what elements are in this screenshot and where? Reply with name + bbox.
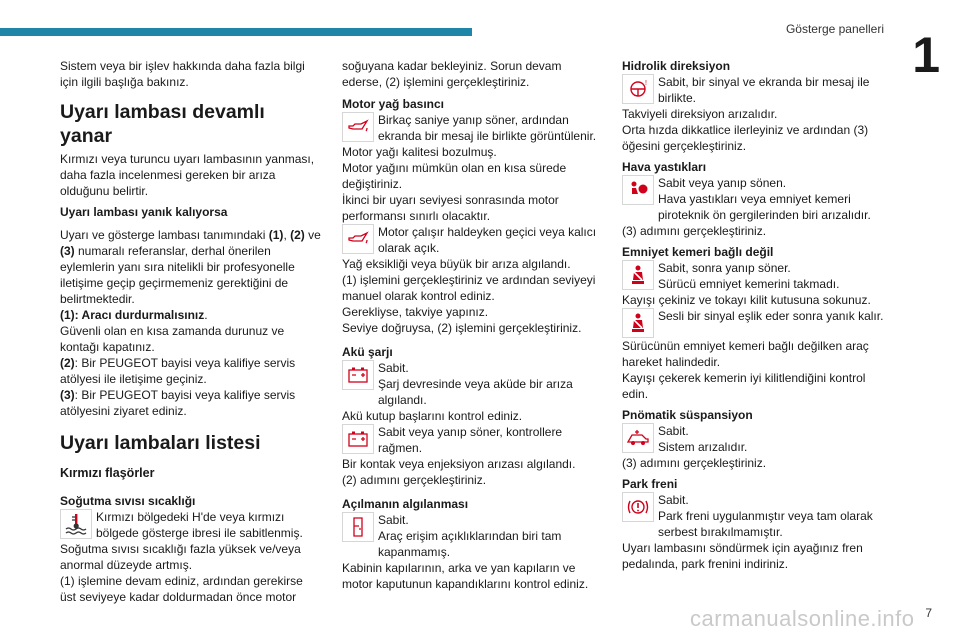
oil-text-2: Motor yağı kalitesi bozulmuş. (342, 145, 497, 159)
heading-parkbrake: Park freni (622, 477, 678, 491)
suspension-icon (622, 423, 654, 453)
steering-row (622, 74, 884, 106)
battery-text-4: Sabit veya yanıp söner, kontrollere rağmen. (378, 425, 563, 455)
coolant-temperature-icon (60, 509, 92, 539)
heading-battery: Akü şarjı (342, 345, 393, 359)
svg-text:!: ! (645, 80, 647, 87)
heading-steady: Uyarı lambası devamlı yanar (60, 101, 265, 147)
battery-text-group-1 (378, 360, 604, 408)
oil-pressure-icon (342, 224, 374, 254)
parkbrake-text-2: Park freni uygulanmıştır veya tam olarak serbest bırakılmamıştır. (658, 509, 873, 539)
step-2-num: (2) (60, 356, 75, 370)
coolant-continued: soğuyana kadar bekleyiniz. Sorun devam ederse, (2) işlemini gerçekleştiriniz. (342, 59, 562, 89)
parking-brake-icon (622, 492, 654, 522)
seatbelt-text-2: Sürücü emniyet kemerini takmadı. (658, 277, 840, 291)
oil-text-4: İkinci bir uyarı seviyesi sonrasında motor performansı sınırlı olacaktır. (342, 193, 559, 223)
heading-airbag: Hava yastıkları (622, 160, 707, 174)
step-3 (60, 387, 322, 419)
step-1-text: Güvenli olan en kısa zamanda durunuz ve kontağı kapatınız. (60, 324, 285, 354)
battery-text-6: (2) adımını gerçekleştiriniz. (342, 473, 487, 487)
step-1 (60, 307, 322, 323)
power-steering-icon (622, 74, 654, 104)
seatbelt-text-4: Sesli bir sinyal eşlik eder sonra yanık kalır. (658, 309, 884, 323)
seatbelt-text-6: Kayışı çekerek kemerin iyi kilitlendiğini kontrol edin. (622, 371, 866, 401)
coolant-text-3: (1) işlemine devam ediniz, ardından gerekirse üst seviyeye kadar doldurmadan önce motor (60, 574, 303, 604)
door-text-1: Sabit. (378, 513, 409, 527)
lit-text-a: Uyarı ve gösterge lambası tanımındaki (60, 228, 269, 242)
steering-text-1: Sabit, bir sinyal ve ekranda bir mesaj ile birlikte. (658, 75, 870, 105)
steering-text-3: Orta hızda dikkatlice ilerleyiniz ve ardından (3) öğesini gerçekleştiriniz. (622, 123, 869, 153)
ref-1: (1) (268, 228, 284, 242)
seatbelt-text-3: Kayışı çekiniz ve tokayı kilit kutusuna sokunuz. (622, 293, 871, 307)
oil-text-7: (1) işlemini gerçekleştiriniz ve ardından seviyeyi manuel olarak kontrol ediniz. (342, 273, 596, 303)
coolant-text-2: Soğutma sıvısı sıcaklığı fazla yüksek ve/veya anormal düzeyde artmış. (60, 542, 301, 572)
heading-red: Kırmızı flaşörler (60, 466, 155, 480)
heading-seatbelt: Emniyet kemeri bağlı değil (622, 245, 774, 259)
oil-row-2 (342, 224, 604, 256)
airbag-icon (622, 175, 654, 205)
heading-lit: Uyarı lambası yanık kalıyorsa (60, 205, 228, 219)
oil-text-5: Motor çalışır haldeyken geçici veya kalıcı olarak açık. (378, 225, 597, 255)
step-3-text: : Bir PEUGEOT bayisi veya kalifiye servis atölyesini ziyaret ediniz. (60, 388, 296, 418)
column-2 (342, 58, 604, 592)
oil-row-1 (342, 112, 604, 144)
seatbelt-row-2 (622, 308, 884, 338)
seatbelt-icon (622, 260, 654, 290)
airbag-text-1: Sabit veya yanıp sönen. (658, 176, 787, 190)
heading-oil: Motor yağ basıncı (342, 97, 445, 111)
page-number: 7 (925, 606, 932, 620)
seatbelt-text-1: Sabit, sonra yanıp söner. (658, 261, 791, 275)
battery-row-2 (342, 424, 604, 456)
airbag-text-group (658, 175, 884, 223)
ref-3: (3) (60, 244, 75, 258)
step-2 (60, 355, 322, 387)
battery-row-1 (342, 360, 604, 408)
parkbrake-text-3: Uyarı lambasını söndürmek için ayağınız fren pedalında, park frenini indiriniz. (622, 541, 863, 571)
oil-text-6: Yağ eksikliği veya büyük bir arıza algılandı. (342, 257, 571, 271)
door-text-3: Kabinin kapılarının, arka ve yan kapıların ve motor kaputunun kapandıklarını kontrol ediniz. (342, 561, 589, 591)
lit-text-b: , (283, 228, 291, 242)
column-3 (622, 58, 884, 572)
seatbelt-icon (622, 308, 654, 338)
steady-text: Kırmızı veya turuncu uyarı lambasının yanması, daha fazla incelenmesi gereken bir arıza olduğunu belirtir. (60, 152, 315, 198)
suspension-text-group (658, 423, 747, 455)
airbag-text-2: Hava yastıkları veya emniyet kemeri piroteknik ön gergilerinden biri arızalıdır. (658, 192, 871, 222)
oil-text-1: Birkaç saniye yanıp söner, ardından ekranda bir mesaj ile birlikte görüntülenir. (378, 113, 597, 143)
battery-text-5: Bir kontak veya enjeksiyon arızası algılandı. (342, 457, 576, 471)
battery-text-3: Akü kutup başlarını kontrol ediniz. (342, 409, 523, 423)
column-1 (60, 58, 322, 605)
suspension-text-3: (3) adımını gerçekleştiriniz. (622, 456, 767, 470)
battery-icon (342, 424, 374, 454)
heading-coolant: Soğutma sıvısı sıcaklığı (60, 494, 196, 508)
suspension-text-2: Sistem arızalıdır. (658, 440, 748, 454)
step-1-num: (1) (60, 308, 75, 322)
oil-text-8: Gerekliyse, takviye yapınız. (342, 305, 489, 319)
seatbelt-text-group (658, 260, 839, 292)
ref-2: (2) (290, 228, 305, 242)
lit-text-d: numaralı referanslar, derhal önerilen eylemlerin yanı sıra nitelikli bir profesyonelle iletişime geçip geçirmemeniz gerektiğini de belirtmektedir. (60, 244, 295, 306)
lit-text (60, 227, 322, 307)
door-text-group (378, 512, 604, 560)
step-3-num: (3) (60, 388, 75, 402)
parkbrake-text-group (658, 492, 884, 540)
step-1-end: . (204, 308, 208, 322)
heading-door: Açılmanın algılanması (342, 497, 469, 511)
oil-text-9: Seviye doğruysa, (2) işlemini gerçekleştiriniz. (342, 321, 582, 335)
oil-text-3: Motor yağını mümkün olan en kısa sürede değiştiriniz. (342, 161, 567, 191)
coolant-text-1: Kırmızı bölgedeki H'de veya kırmızı bölgede gösterge ibresi ile sabitlenmiş. (96, 510, 303, 540)
parkbrake-row (622, 492, 884, 540)
lit-text-c: ve (304, 228, 321, 242)
chapter-number: 1 (912, 27, 940, 83)
step-1-title: : Aracı durdurmalısınız (74, 308, 205, 322)
seatbelt-text-5: Sürücünün emniyet kemeri bağlı değilken araç hareket halindedir. (622, 339, 869, 369)
accent-bar (0, 28, 472, 36)
airbag-text-3: (3) adımını gerçekleştiriniz. (622, 224, 767, 238)
oil-pressure-icon (342, 112, 374, 142)
airbag-row (622, 175, 884, 223)
suspension-text-1: Sabit. (658, 424, 689, 438)
suspension-row (622, 423, 884, 455)
seatbelt-row-1 (622, 260, 884, 292)
section-header: Gösterge panelleri (785, 22, 884, 36)
battery-text-2: Şarj devresinde veya aküde bir arıza algılandı. (378, 377, 573, 407)
intro-text: Sistem veya bir işlev hakkında daha fazla bilgi için ilgili başlığa bakınız. (60, 59, 305, 89)
step-2-text: : Bir PEUGEOT bayisi veya kalifiye servis atölyesi ile iletişime geçiniz. (60, 356, 296, 386)
parkbrake-text-1: Sabit. (658, 493, 689, 507)
door-row (342, 512, 604, 560)
watermark: carmanualsonline.info (690, 606, 915, 631)
heading-list: Uyarı lambaları listesi (60, 432, 261, 454)
coolant-row (60, 509, 322, 541)
heading-suspension: Pnömatik süspansiyon (622, 408, 753, 422)
door-open-icon (342, 512, 374, 542)
battery-icon (342, 360, 374, 390)
heading-steering: Hidrolik direksiyon (622, 59, 731, 73)
door-text-2: Araç erişim açıklıklarından biri tam kapanmamış. (378, 529, 562, 559)
steering-text-2: Takviyeli direksiyon arızalıdır. (622, 107, 778, 121)
battery-text-1: Sabit. (378, 361, 409, 375)
